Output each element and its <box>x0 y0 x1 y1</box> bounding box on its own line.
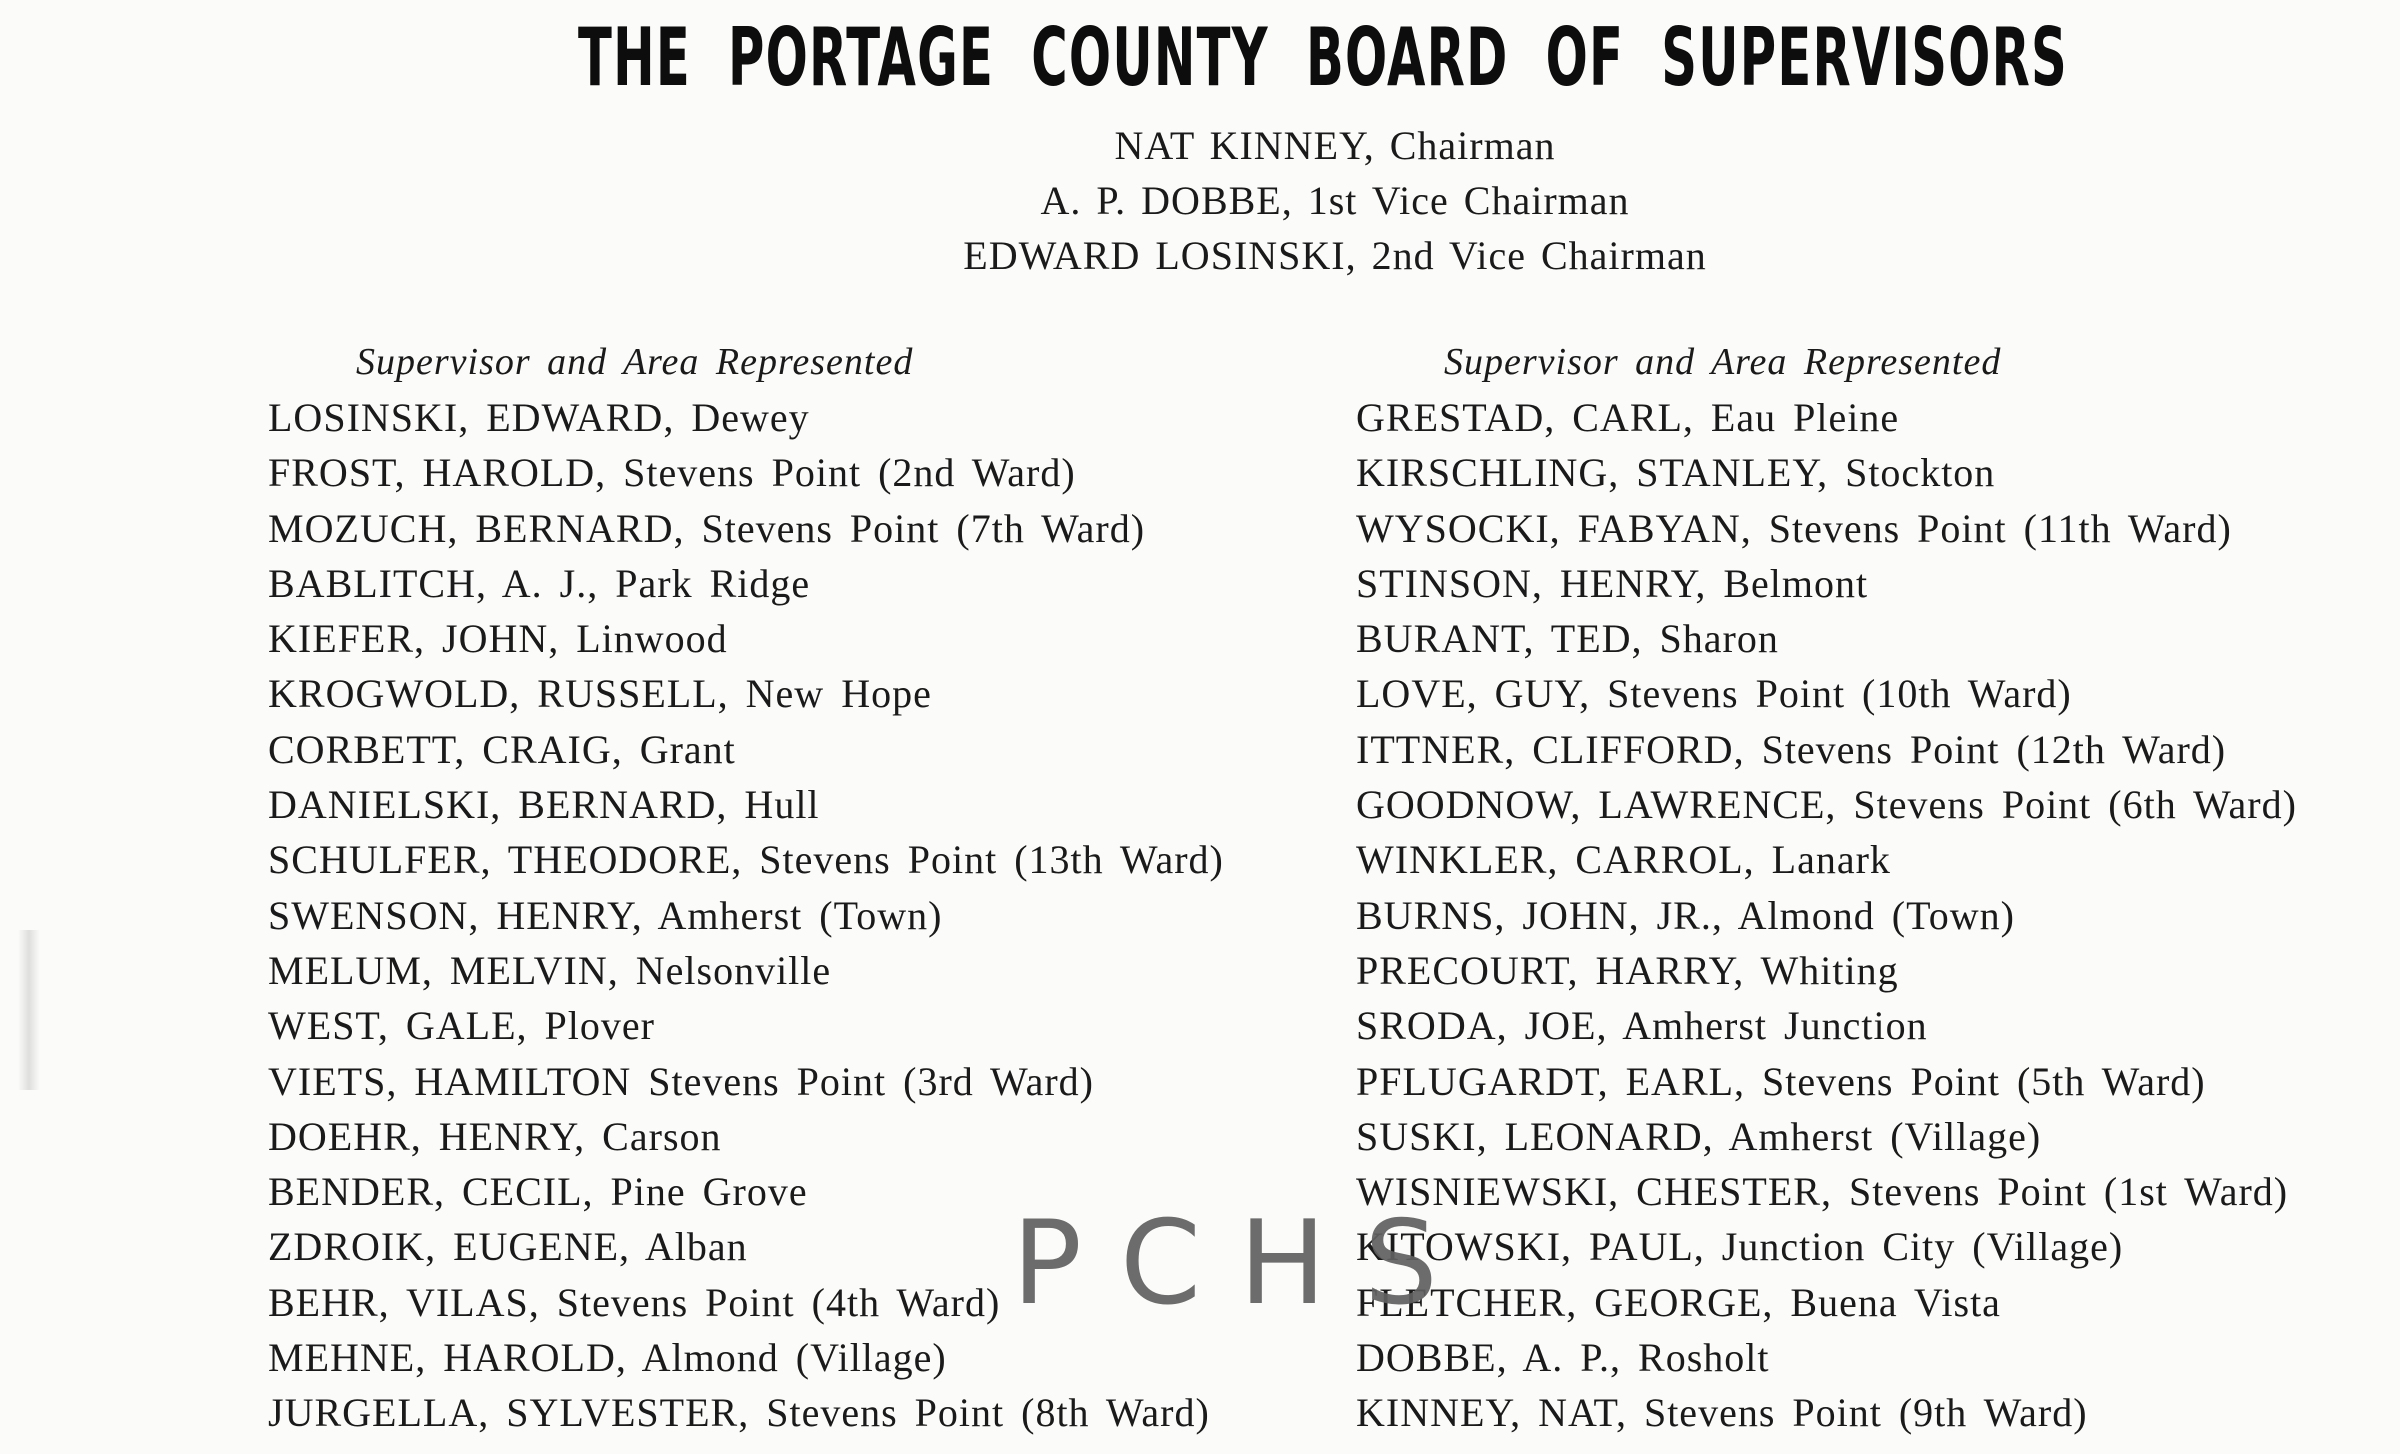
list-item: MELUM, MELVIN, Nelsonville <box>268 947 832 993</box>
list-item: ITTNER, CLIFFORD, Stevens Point (12th Ward) <box>1356 726 2227 772</box>
list-item: VIETS, HAMILTON Stevens Point (3rd Ward) <box>268 1058 1094 1104</box>
list-item: SCHULFER, THEODORE, Stevens Point (13th Ward) <box>268 837 1224 883</box>
list-item: WINKLER, CARROL, Lanark <box>1356 837 1891 883</box>
scan-edge-mark <box>18 930 40 1090</box>
officer-first-vice-chairman: A. P. DOBBE, 1st Vice Chairman <box>1040 178 1630 223</box>
list-item: SWENSON, HENRY, Amherst (Town) <box>268 892 943 938</box>
column-heading: Supervisor and Area Represented <box>1444 341 2002 383</box>
list-item: BEHR, VILAS, Stevens Point (4th Ward) <box>268 1279 1001 1325</box>
list-item: SUSKI, LEONARD, Amherst (Village) <box>1356 1113 2042 1159</box>
list-item: WISNIEWSKI, CHESTER, Stevens Point (1st Ward) <box>1356 1169 2289 1215</box>
list-item: BABLITCH, A. J., Park Ridge <box>268 560 811 606</box>
list-item: FLETCHER, GEORGE, Buena Vista <box>1356 1279 2001 1325</box>
list-item: KITOWSKI, PAUL, Junction City (Village) <box>1356 1224 2124 1270</box>
officer-second-vice-chairman: EDWARD LOSINSKI, 2nd Vice Chairman <box>963 233 1707 278</box>
list-item: DANIELSKI, BERNARD, Hull <box>268 782 820 828</box>
list-item: GRESTAD, CARL, Eau Pleine <box>1356 395 1900 440</box>
list-item: LOSINSKI, EDWARD, Dewey <box>268 395 810 440</box>
list-item: LOVE, GUY, Stevens Point (10th Ward) <box>1356 671 2072 717</box>
list-item: WEST, GALE, Plover <box>268 1003 655 1049</box>
list-item: FROST, HAROLD, Stevens Point (2nd Ward) <box>268 450 1076 496</box>
list-item: DOBBE, A. P., Rosholt <box>1356 1335 1770 1381</box>
list-item: KIEFER, JOHN, Linwood <box>268 616 728 662</box>
list-item: KINNEY, NAT, Stevens Point (9th Ward) <box>1356 1390 2088 1436</box>
list-item: WYSOCKI, FABYAN, Stevens Point (11th Ward) <box>1356 505 2232 551</box>
list-item: MEHNE, HAROLD, Almond (Village) <box>268 1335 947 1381</box>
officers-block <box>700 118 1970 283</box>
supervisor-column-right <box>1356 335 2297 1441</box>
list-item: STINSON, HENRY, Belmont <box>1356 560 1869 606</box>
list-item: PRECOURT, HARRY, Whiting <box>1356 947 1899 993</box>
list-item: BURNS, JOHN, JR., Almond (Town) <box>1356 892 2015 938</box>
officer-chairman: NAT KINNEY, Chairman <box>1114 123 1556 168</box>
list-item: ZDROIK, EUGENE, Alban <box>268 1224 748 1270</box>
list-item: KROGWOLD, RUSSELL, New Hope <box>268 671 932 717</box>
column-heading: Supervisor and Area Represented <box>356 341 914 383</box>
list-item: SRODA, JOE, Amherst Junction <box>1356 1003 1928 1049</box>
pchs-watermark: PCHS <box>1012 1196 1476 1331</box>
list-item: KIRSCHLING, STANLEY, Stockton <box>1356 450 1996 496</box>
list-item: MOZUCH, BERNARD, Stevens Point (7th Ward) <box>268 505 1146 551</box>
list-item: JURGELLA, SYLVESTER, Stevens Point (8th Ward) <box>268 1390 1210 1436</box>
list-item: CORBETT, CRAIG, Grant <box>268 726 736 772</box>
list-item: DOEHR, HENRY, Carson <box>268 1113 722 1159</box>
list-item: GOODNOW, LAWRENCE, Stevens Point (6th Ward) <box>1356 782 2297 828</box>
list-item: BENDER, CECIL, Pine Grove <box>268 1169 808 1215</box>
list-item: PFLUGARDT, EARL, Stevens Point (5th Ward) <box>1356 1058 2206 1104</box>
list-item: BURANT, TED, Sharon <box>1356 616 1779 662</box>
page-title: THE PORTAGE COUNTY BOARD OF SUPERVISORS <box>578 11 2068 104</box>
